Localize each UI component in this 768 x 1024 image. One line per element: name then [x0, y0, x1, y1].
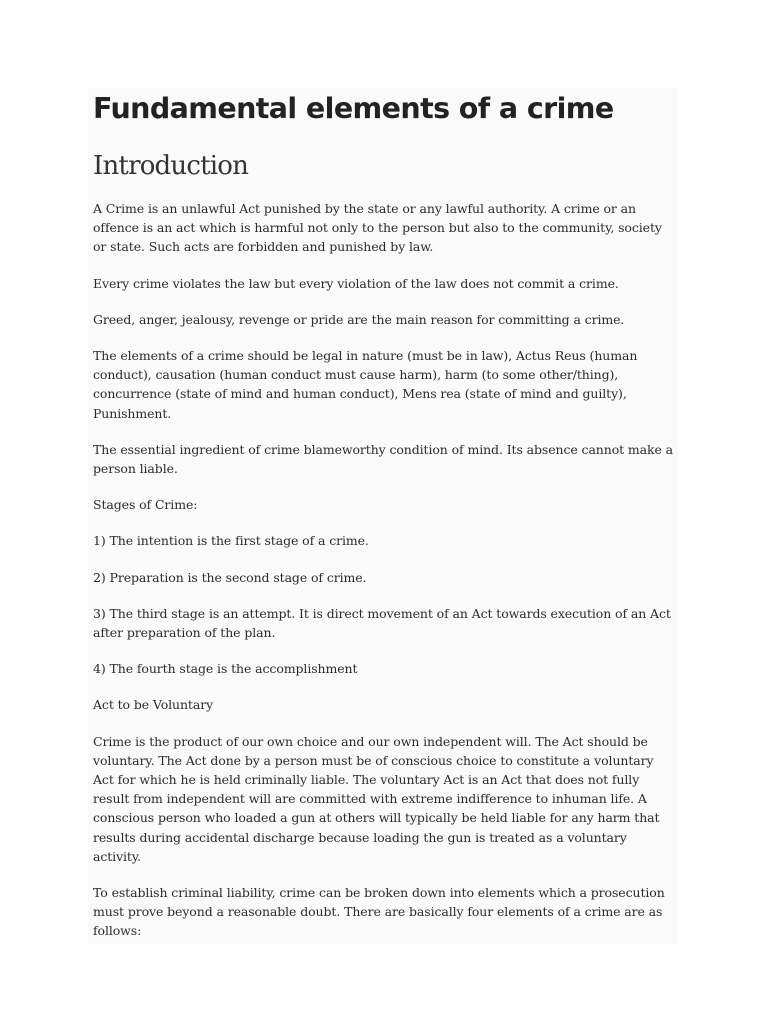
paragraph: Act to be Voluntary: [93, 697, 214, 713]
list-item: 3) The third stage is an attempt. It is direct movement of an Act towards execution of an Act after preparation of the plan.: [93, 605, 671, 641]
list-item: 1) The intention is the first stage of a crime.: [93, 533, 369, 549]
paragraph: Crime is the product of our own choice and our own independent will. The Act should be voluntary. The Act done by a person must be of conscious choice to constitute a voluntary Act for which he is held criminally liable. The voluntary Act is an Act that does not fully result from independent will are committed with extreme indifference to inhuman life. A conscious person who loaded a gun at others will typically be held liable for any harm that results during accidental discharge because loading the gun is treated as a voluntary activity.: [93, 733, 660, 864]
page-title: Fundamental elements of a crime: [93, 92, 614, 125]
list-item: 4) The fourth stage is the accomplishment: [93, 661, 358, 677]
section-heading: Introduction: [93, 151, 249, 181]
paragraph: The essential ingredient of crime blameworthy condition of mind. Its absence cannot make a person liable.: [93, 441, 674, 477]
paragraph: A Crime is an unlawful Act punished by the state or any lawful authority. A crime or an offence is an act which is harmful not only to the person but also to the community, society or state. Such acts are forbidden and punished by law.: [93, 201, 662, 255]
list-item: 2) Preparation is the second stage of crime.: [93, 569, 367, 585]
paragraph: Every crime violates the law but every violation of the law does not commit a crime.: [93, 275, 619, 291]
paragraph: The elements of a crime should be legal in nature (must be in law), Actus Reus (human conduct), causation (human conduct must cause harm), harm (to some other/thing), concurrence (state of mind and human conduct), Mens rea (state of mind and guilty), Punishment.: [93, 348, 638, 421]
document-content: [93, 88, 675, 941]
paragraph: Greed, anger, jealousy, revenge or pride are the main reason for committing a crime.: [93, 311, 625, 327]
paragraph: Stages of Crime:: [93, 497, 198, 513]
paragraph: To establish criminal liability, crime can be broken down into elements which a prosecution must prove beyond a reasonable doubt. There are basically four elements of a crime are as follows:: [93, 885, 665, 939]
